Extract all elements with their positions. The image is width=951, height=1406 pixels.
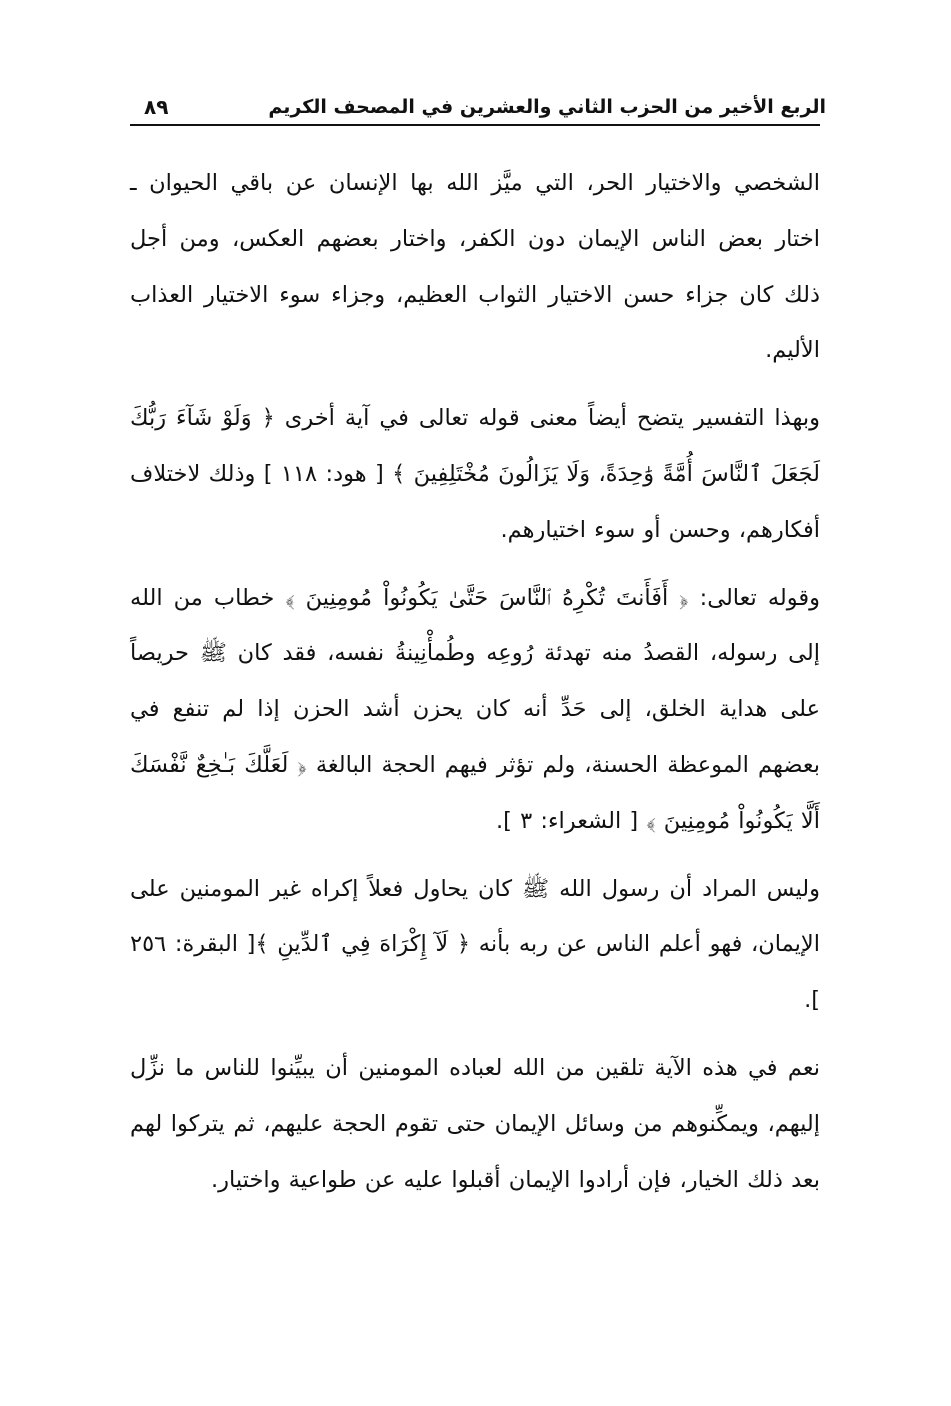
book-page (130, 84, 826, 1344)
paragraph-4: وليس المراد أن رسول الله ﷺ كان يحاول فعلاً إكراه غير المومنين على الإيمان، فهو أعلم الناس عن ربه بأنه ﴿ لَآ إِكْرَاهَ فِي ٱلدِّينِ ﴾[ البقرة: ٢٥٦ ]. (130, 875, 820, 1014)
running-header (130, 84, 826, 126)
paragraph-5: نعم في هذه الآية تلقين من الله لعباده المومنين أن يبيِّنوا للناس ما نزِّل إليهم، ويمكِّنوهم من وسائل الإيمان حتى تقوم الحجة عليهم، ثم يتركوا لهم بعد ذلك الخيار، فإن أرادوا الإيمان أقبلوا عليه عن طواعية واختيار. (130, 1054, 820, 1193)
paragraph-2: وبهذا التفسير يتضح أيضاً معنى قوله تعالى في آية أخرى ﴿ وَلَوْ شَآءَ رَبُّكَ لَجَعَلَ ٱلنَّاسَ أُمَّةً وَٰحِدَةً، وَلَا يَزَالُونَ مُخْتَلِفِينَ ﴾ [ هود: ١١٨ ] وذلك لاختلاف أفكارهم، وحسن أو سوء اختيارهم. (130, 405, 820, 543)
paragraph-1: الشخصي والاختيار الحر، التي ميَّز الله بها الإنسان عن باقي الحيوان ـ اختار بعض الناس الإيمان دون الكفر، واختار بعضهم العكس، ومن أجل ذلك كان جزاء حسن الاختيار الثواب العظيم، وجزاء سوء الاختيار العذاب الأليم. (130, 170, 820, 364)
running-header-title: الربع الأخير من الحزب الثاني والعشرين في المصحف الكريم (268, 96, 826, 118)
paragraph-3: وقوله تعالى: ﴿ أَفَأَنتَ تُكْرِهُ ٱلنَّاسَ حَتَّىٰ يَكُونُواْ مُومِنِينَ ﴾ خطاب من الله إلى رسوله، القصدُ منه تهدئة رُوعِه وطُمأْنِينةُ نفسه، فقد كان ﷺ حريصاً على هداية الخلق، إلى حَدِّ أنه كان يحزن أشد الحزن إذا لم تنفع في بعضهم الموعظة الحسنة، ولم تؤثر فيهم الحجة البالغة ﴿ لَعَلَّكَ بَـٰخِعٌ نَّفْسَكَ أَلَّا يَكُونُواْ مُومِنِينَ ﴾ [ الشعراء: ٣ ]. (130, 584, 820, 834)
page-number: ٨٩ (144, 95, 169, 119)
page-body (130, 156, 820, 1208)
